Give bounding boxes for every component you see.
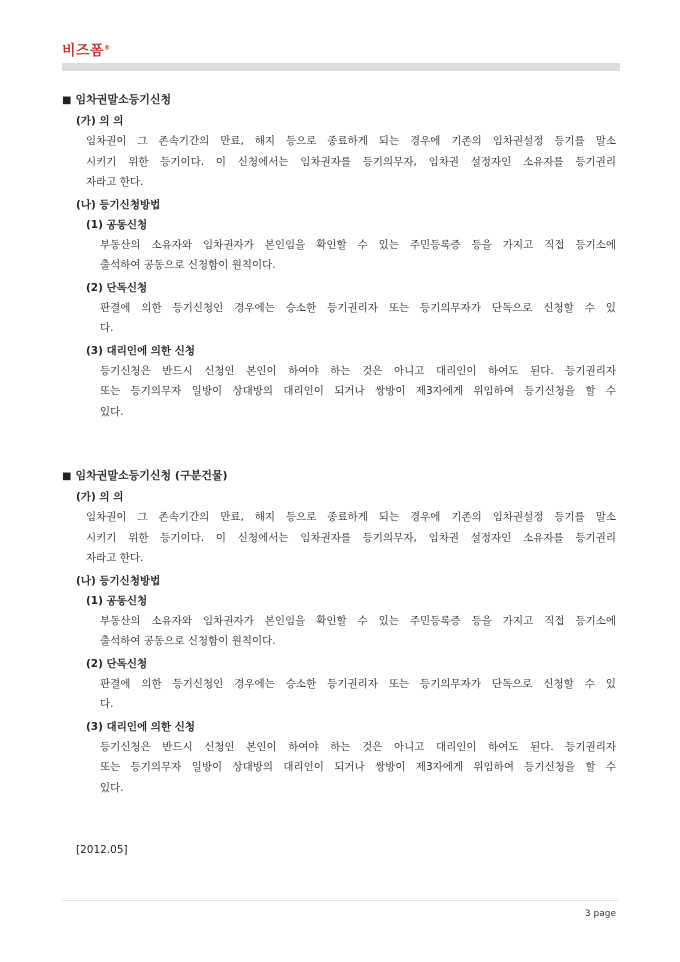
- item-heading: (2) 단독신청: [86, 281, 148, 294]
- text-line: 있다.: [100, 781, 124, 794]
- text-line: 임차권이 그 존속기간의 만료, 해지 등으로 종료하게 되는 경우에 기존의 임차권설정 등기를 말소: [86, 511, 616, 523]
- text-line: 있다.: [100, 405, 124, 418]
- item-paragraph: [100, 611, 616, 652]
- item-heading: (2) 단독신청: [86, 657, 148, 670]
- item-paragraph: [100, 361, 616, 423]
- text-line: 판결에 의한 등기신청인 경우에는 승소한 등기권리자 또는 등기의무자가 단독으로 신청할 수 있: [100, 677, 616, 690]
- item-heading: (1) 공동신청: [86, 218, 148, 231]
- item-heading: (3) 대리인에 의한 신청: [86, 344, 196, 357]
- text-line: 다.: [100, 322, 114, 334]
- text-line: 자라고 한다.: [86, 552, 144, 564]
- subheading-method: (나) 등기신청방법: [76, 198, 161, 211]
- item-heading: (1) 공동신청: [86, 594, 148, 607]
- paragraph-definition: [86, 507, 616, 569]
- item-paragraph: [100, 737, 616, 799]
- text-line: 부동산의 소유자와 임차권자가 본인임을 확인할 수 있는 주민등록증 등을 가지고 직접 등기소에: [100, 614, 616, 627]
- square-bullet-icon: ■: [62, 95, 72, 106]
- text-line: 출석하여 공동으로 신청함이 원칙이다.: [100, 259, 276, 271]
- text-line: 시키기 위한 등기이다. 이 신청에서는 임차권자를 등기의무자, 임차권 설정자인 소유자를 등기권리: [86, 155, 616, 168]
- text-line: 임차권이 그 존속기간의 만료, 해지 등으로 종료하게 되는 경우에 기존의 임차권설정 등기를 말소: [86, 135, 616, 147]
- item-paragraph: [100, 235, 616, 276]
- subheading-definition: (가) 의 의: [76, 115, 124, 127]
- subheading-method: (나) 등기신청방법: [76, 574, 161, 587]
- item-heading: (3) 대리인에 의한 신청: [86, 720, 196, 733]
- section-title: ■ 임차권말소등기신청 (구분건물): [62, 469, 228, 482]
- subheading-definition: (가) 의 의: [76, 491, 124, 503]
- text-line: 등기신청은 반드시 신청인 본인이 하여야 하는 것은 아니고 대리인이 하여도 된다. 등기권리자: [100, 364, 616, 377]
- text-line: 또는 등기의무자 일방이 상대방의 대리인이 되거나 쌍방이 제3자에게 위임하여 등기신청을 할 수: [100, 761, 616, 773]
- bizform-logo: 비즈폼®: [62, 43, 111, 59]
- text-line: 등기신청은 반드시 신청인 본인이 하여야 하는 것은 아니고 대리인이 하여도 된다. 등기권리자: [100, 740, 616, 753]
- text-line: 시키기 위한 등기이다. 이 신청에서는 임차권자를 등기의무자, 임차권 설정자인 소유자를 등기권리: [86, 531, 616, 544]
- item-paragraph: [100, 298, 616, 339]
- page-number: 3 page: [584, 909, 616, 919]
- text-line: 출석하여 공동으로 신청함이 원칙이다.: [100, 635, 276, 647]
- section-title: ■ 임차권말소등기신청: [62, 93, 172, 106]
- footer-divider: [62, 900, 618, 901]
- square-bullet-icon: ■: [62, 471, 72, 482]
- document-date: [2012.05]: [76, 844, 128, 856]
- header-bar: [62, 63, 620, 71]
- text-line: 또는 등기의무자 일방이 상대방의 대리인이 되거나 쌍방이 제3자에게 위임하여 등기신청을 할 수: [100, 385, 616, 397]
- item-paragraph: [100, 674, 616, 715]
- document-body: [62, 92, 618, 858]
- text-line: 판결에 의한 등기신청인 경우에는 승소한 등기권리자 또는 등기의무자가 단독으로 신청할 수 있: [100, 301, 616, 314]
- paragraph-definition: [86, 131, 616, 193]
- text-line: 부동산의 소유자와 임차권자가 본인임을 확인할 수 있는 주민등록증 등을 가지고 직접 등기소에: [100, 238, 616, 251]
- text-line: 다.: [100, 698, 114, 710]
- text-line: 자라고 한다.: [86, 176, 144, 188]
